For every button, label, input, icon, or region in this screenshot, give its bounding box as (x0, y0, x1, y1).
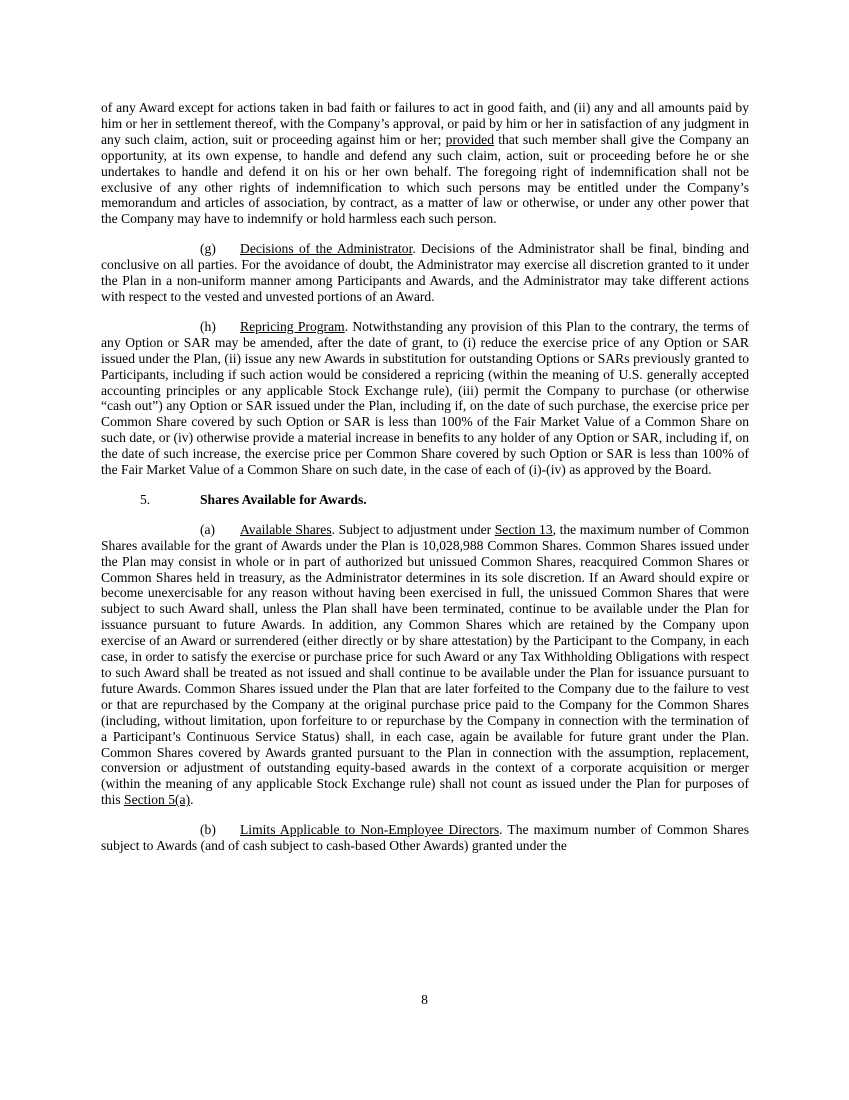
paragraph-g-decisions (101, 241, 749, 305)
section-5a-reference: Section 5(a) (124, 792, 191, 808)
section-5-title: Shares Available for Awards (200, 491, 364, 507)
section-13-reference: Section 13 (494, 521, 553, 537)
indemnification-text-1: of any Award except for actions taken in bad faith or failures to act in good faith, and (ii) any and all amounts paid by him or her in settlement thereof, with the Company’s approval, or paid by him or her in satisfaction of any judgment in any such claim, action, suit or proceeding against him or her; (101, 100, 749, 147)
paragraph-5a-available-shares (101, 522, 749, 808)
paragraph-indemnification-cont (101, 100, 749, 227)
provided-term: provided (445, 131, 494, 147)
section-5-heading (101, 492, 749, 508)
indemnification-text-2: that such member shall give the Company an opportunity, at its own expense, to handle and defend any such claim, action, suit or proceeding before he or she undertakes to handle and defend it on his or her own behalf. The foregoing right of indemnification shall not be exclusive of any other rights of indemnification to which such persons may be entitled under the Company’s memorandum and articles of association, by contract, as a matter of law or otherwise, or under any other power that the Company may have to indemnify or hold harmless each such person. (101, 131, 749, 227)
paragraph-g-title: Decisions of the Administrator (240, 241, 413, 257)
paragraph-5a-label: (a) (200, 521, 216, 537)
page-body (101, 100, 749, 868)
paragraph-g-text: . Decisions of the Administrator shall be final, binding and conclusive on all parties. For the avoidance of doubt, the Administrator may exercise all discretion granted to it under the Plan in a non-uniform manner among Participants and Awards, and the Administrator may take different actions with respect to the vested and unvested portions of an Award. (101, 241, 749, 304)
paragraph-h-repricing (101, 319, 749, 478)
page-number: 8 (421, 992, 428, 1007)
paragraph-5b-text: . The maximum number of Common Shares subject to Awards (and of cash subject to cash-based Other Awards) granted under the (101, 822, 749, 854)
paragraph-5b-title: Limits Applicable to Non-Employee Directors (240, 822, 500, 838)
section-5-number: 5. (140, 491, 151, 507)
paragraph-5b-label: (b) (200, 822, 216, 838)
section-5-title-period: . (363, 491, 367, 507)
paragraph-5a-text-1: . Subject to adjustment under (331, 521, 495, 537)
paragraph-h-title: Repricing Program (240, 318, 345, 334)
paragraph-5a-title: Available Shares (240, 521, 332, 537)
paragraph-5a-text-2: , the maximum number of Common Shares available for the grant of Awards under the Plan is 10,028,988 Common Shares. Common Shares issued under the Plan may consist in whole or in part of authorized but unissued Common Shares, reacquired Common Shares or Common Shares held in treasury, as the Administrator determines in its sole discretion. If an Award should expire or become unexercisable for any reason without having been exercised in full, the unissued Common Shares that were subject to such Award shall, unless the Plan shall have been terminated, continue to be available under the Plan for issuance pursuant to future Awards. In addition, any Common Shares which are retained by the Company upon exercise of an Award or surrendered (either directly or by share attestation) by the Participant to the Company, in each case, in order to satisfy the exercise or purchase price for such Award or any Tax Withholding Obligations with respect to such Award shall be treated as not issued and shall continue to be available under the Plan for issuance pursuant to future Awards. Common Shares issued under the Plan that are later forfeited to the Company due to the failure to vest or that are repurchased by the Company at the original purchase price paid to the Company for the Common Shares (including, without limitation, upon forfeiture to or repurchase by the Company in connection with the termination of a Participant’s Continuous Service Status) shall, in each case, again be available for future grant under the Plan. Common Shares covered by Awards granted pursuant to the Plan in connection with the assumption, replacement, conversion or adjustment of outstanding equity-based awards in the context of a corporate acquisition or merger (within the meaning of any applicable Stock Exchange rule) shall not count as issued under the Plan for purposes of this (101, 521, 749, 808)
paragraph-h-text: . Notwithstanding any provision of this Plan to the contrary, the terms of any Option or SAR may be amended, after the date of grant, to (i) reduce the exercise price of any Option or SAR issued under the Plan, (ii) issue any new Awards in substitution for outstanding Options or SARs previously granted to Participants, including if such action would be considered a repricing (within the meaning of U.S. generally accepted accounting principles or any applicable Stock Exchange rule), (iii) permit the Company to purchase (or otherwise “cash out”) any Option or SAR issued under the Plan, including if, on the date of such purchase, the exercise price per Common Share covered by such Option or SAR is less than 100% of the Fair Market Value of a Common Share on such date, or (iv) otherwise provide a material increase in benefits to any holder of any Option or SAR, including if, on the date of such increase, the exercise price per Common Share covered by such Option or SAR is less than 100% of the Fair Market Value of a Common Share on such date, in the case of each of (i)-(iv) as approved by the Board. (101, 318, 749, 478)
paragraph-h-label: (h) (200, 318, 216, 334)
paragraph-5b-director-limits (101, 822, 749, 854)
paragraph-5a-text-3: . (190, 792, 194, 808)
paragraph-g-label: (g) (200, 241, 216, 257)
